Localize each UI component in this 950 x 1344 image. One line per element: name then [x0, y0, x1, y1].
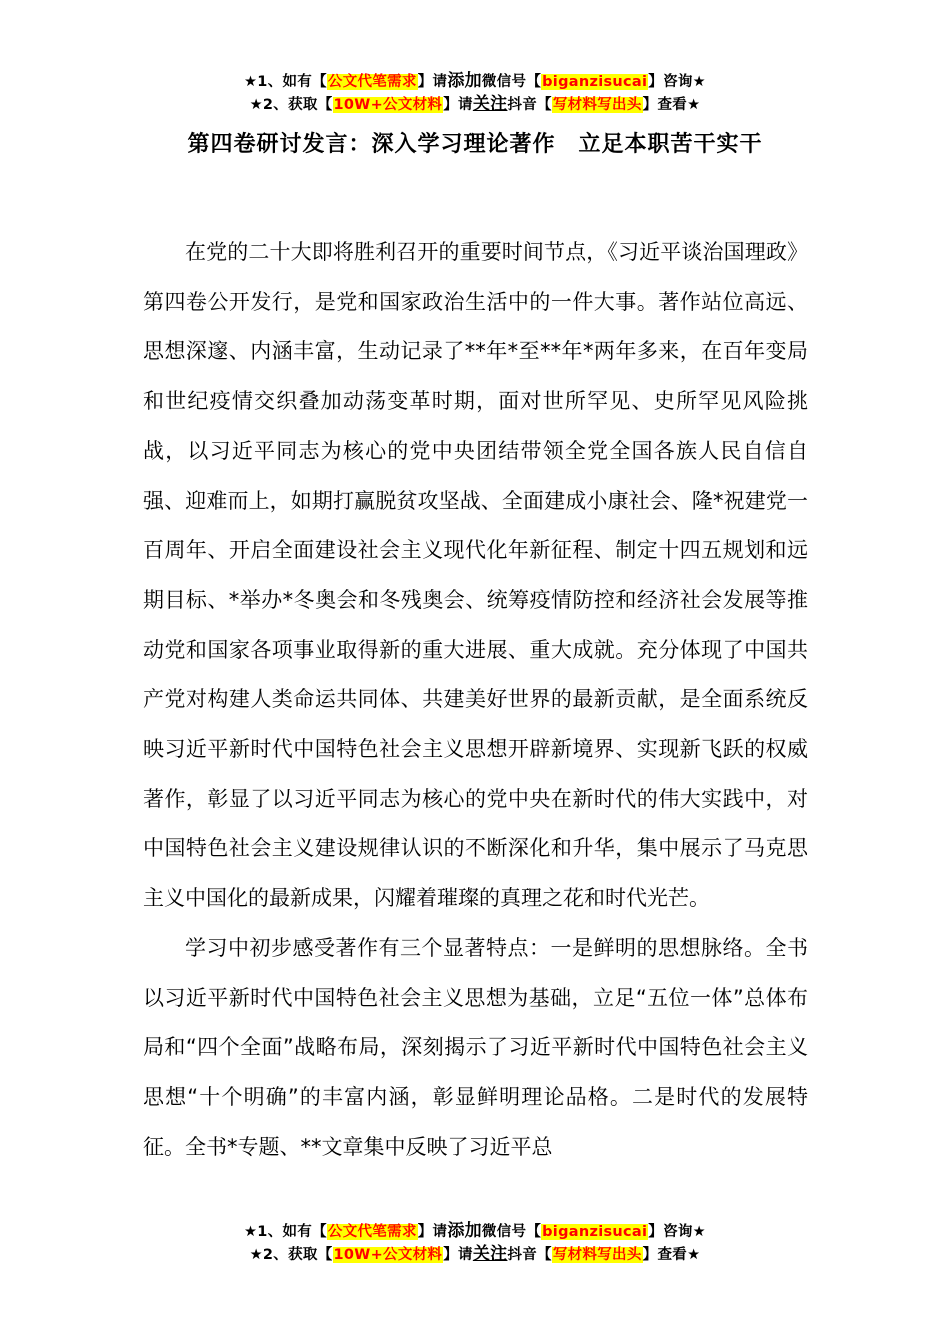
banner-line-1: [0, 1220, 950, 1243]
banner-text: 】咨询★: [648, 1224, 706, 1240]
banner-highlight: biganzisucai: [542, 74, 648, 90]
banner-line-1: [0, 70, 950, 93]
banner-highlight: biganzisucai: [542, 1224, 648, 1240]
banner-highlight: 写材料写出头: [552, 97, 642, 113]
banner-text: ★2、获取【: [249, 97, 333, 113]
banner-line-2: [0, 93, 950, 116]
banner-emphasis: 关注: [472, 94, 508, 114]
banner-highlight: 公文代笔需求: [327, 74, 417, 90]
banner-highlight: 写材料写出头: [552, 1247, 642, 1263]
banner-text: 】查看★: [642, 1247, 701, 1263]
banner-text: 微信号【: [481, 74, 542, 90]
banner-line-2: [0, 1243, 950, 1266]
banner-emphasis: 添加: [447, 71, 482, 91]
banner-text: 】请: [443, 97, 473, 113]
banner-highlight: 10W+公文材料: [333, 1247, 443, 1263]
banner-text: ★1、如有【: [244, 74, 327, 90]
banner-emphasis: 添加: [447, 1221, 482, 1241]
banner-text: ★1、如有【: [244, 1224, 327, 1240]
banner-text: 抖音【: [507, 1247, 552, 1263]
paragraph: 学习中初步感受著作有三个显著特点：一是鲜明的思想脉络。全书以习近平新时代中国特色社会主义思想为基础，立足“五位一体”总体布局和“四个全面”战略布局，深刻揭示了习近平新时代中国特色社会主义思想“十个明确”的丰富内涵，彰显鲜明理论品格。二是时代的发展特征。全书*专题、**文章集中反映了习近平总: [143, 935, 808, 1159]
banner-text: 抖音【: [507, 97, 552, 113]
document-body: [143, 228, 808, 1172]
banner-highlight: 10W+公文材料: [333, 97, 443, 113]
bottom-banner: [0, 1220, 950, 1266]
banner-highlight: 公文代笔需求: [327, 1224, 417, 1240]
banner-text: 】请: [417, 1224, 448, 1240]
top-banner: [0, 70, 950, 116]
banner-text: 】查看★: [642, 97, 701, 113]
banner-text: 】请: [417, 74, 448, 90]
banner-text: 微信号【: [481, 1224, 542, 1240]
banner-text: 】咨询★: [648, 74, 706, 90]
banner-text: ★2、获取【: [249, 1247, 333, 1263]
paragraph: 在党的二十大即将胜利召开的重要时间节点，《习近平谈治国理政》第四卷公开发行，是党和国家政治生活中的一件大事。著作站位高远、思想深邃、内涵丰富，生动记录了**年*至**年*两年多来，在百年变局和世纪疫情交织叠加动荡变革时期，面对世所罕见、史所罕见风险挑战，以习近平同志为核心的党中央团结带领全党全国各族人民自信自强、迎难而上，如期打赢脱贫攻坚战、全面建成小康社会、隆*祝建党一百周年、开启全面建设社会主义现代化年新征程、制定十四五规划和远期目标、*举办*冬奥会和冬残奥会、统筹疫情防控和经济社会发展等推动党和国家各项事业取得新的重大进展、重大成就。充分体现了中国共产党对构建人类命运共同体、共建美好世界的最新贡献，是全面系统反映习近平新时代中国特色社会主义思想开辟新境界、实现新飞跃的权威著作，彰显了以习近平同志为核心的党中央在新时代的伟大实践中，对中国特色社会主义建设规律认识的不断深化和升华，集中展示了马克思主义中国化的最新成果，闪耀着璀璨的真理之花和时代光芒。: [143, 240, 808, 911]
banner-text: 】请: [443, 1247, 473, 1263]
document-title: 第四卷研讨发言：深入学习理论著作 立足本职苦干实干: [187, 132, 763, 157]
banner-emphasis: 关注: [472, 1244, 508, 1264]
